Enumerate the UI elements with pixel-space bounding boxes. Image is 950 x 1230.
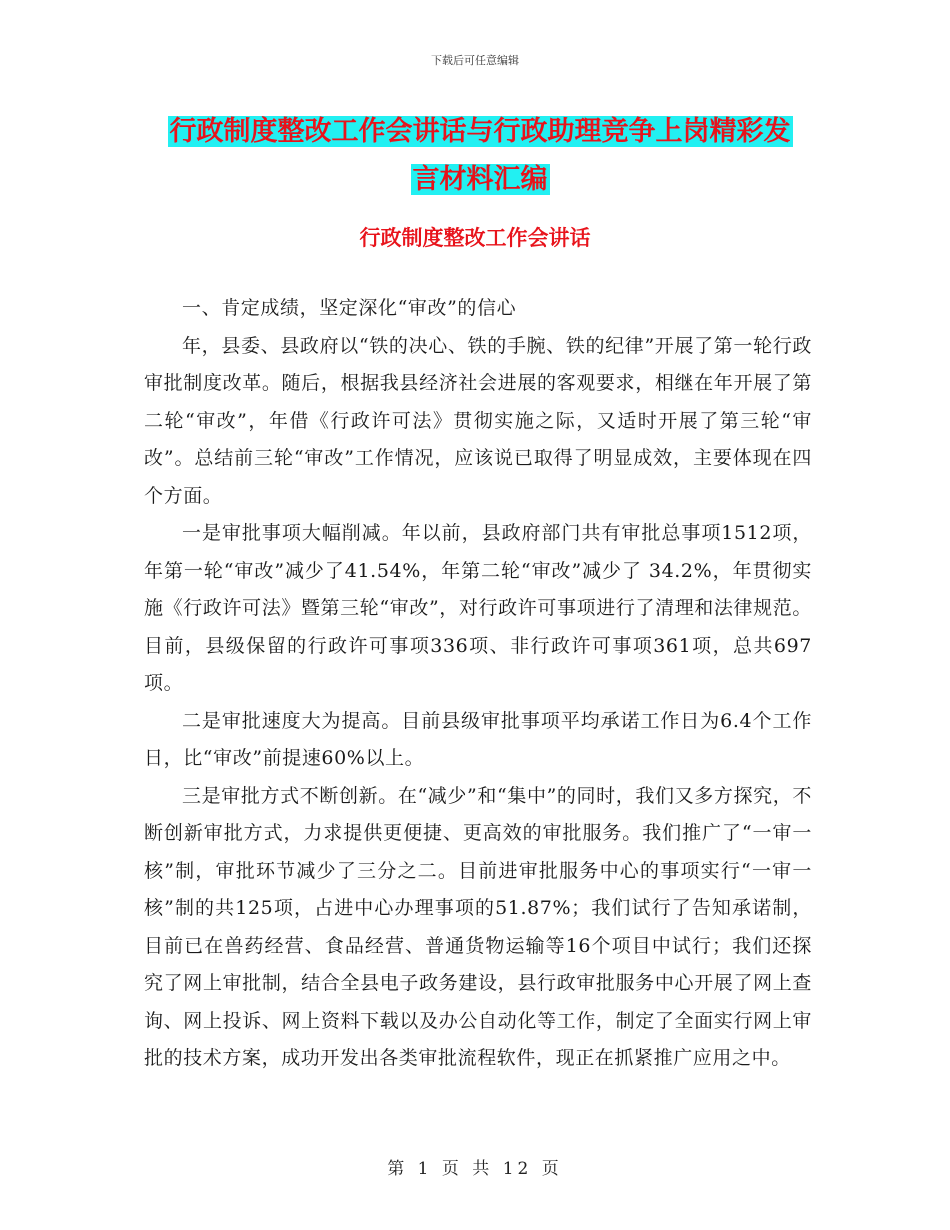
body-paragraph: 年，县委、县政府以“铁的决心、铁的手腕、铁的纪律”开展了第一轮行政审批制度改革。随后，根据我县经济社会进展的客观要求，相继在年开展了第二轮“审改”，年借《行政许可法》贯彻实施之际，又适时开展了第三轮“审改”。总结前三轮“审改”工作情况，应该说已取得了明显成效，主要体现在四个方面。 bbox=[144, 334, 812, 507]
body-paragraph: 二是审批速度大为提高。目前县级审批事项平均承诺工作日为6.4个工作日，比“审改”前提速60%以上。 bbox=[144, 709, 812, 769]
page-header: 下载后可任意编辑 bbox=[431, 54, 519, 67]
document-title bbox=[140, 108, 820, 204]
document-title-line-2: 言材料汇编 bbox=[412, 164, 548, 195]
document-body bbox=[144, 290, 812, 1078]
section-title: 行政制度整改工作会讲话 bbox=[359, 226, 591, 250]
body-paragraph: 一是审批事项大幅削减。年以前，县政府部门共有审批总事项1512项，年第一轮“审改”减少了41.54%，年第二轮“审改”减少了 34.2%，年贯彻实施《行政许可法》暨第三轮“审改”，对行政许可事项进行了清理和法律规范。目前，县级保留的行政许可事项336项、非行政许可事项361项，总共697项。 bbox=[144, 522, 812, 694]
page-number-footer: 第 1 页 共 12 页 bbox=[387, 1159, 563, 1179]
body-paragraph: 一、肯定成绩，坚定深化“审改”的信心 bbox=[182, 297, 517, 319]
body-paragraph: 三是审批方式不断创新。在“减少”和“集中”的同时，我们又多方探究，不断创新审批方式，力求提供更便捷、更高效的审批服务。我们推广了“一审一核”制，审批环节减少了三分之二。目前进审批服务中心的事项实行“一审一核”制的共125项，占进中心办理事项的51.87%；我们试行了告知承诺制，目前已在兽药经营、食品经营、普通货物运输等16个项目中试行；我们还探究了网上审批制，结合全县电子政务建设，县行政审批服务中心开展了网上查询、网上投诉、网上资料下载以及办公自动化等工作，制定了全面实行网上审批的技术方案，成功开发出各类审批流程软件，现正在抓紧推广应用之中。 bbox=[144, 784, 812, 1069]
document-title-line-1: 行政制度整改工作会讲话与行政助理竞争上岗精彩发 bbox=[169, 116, 791, 147]
